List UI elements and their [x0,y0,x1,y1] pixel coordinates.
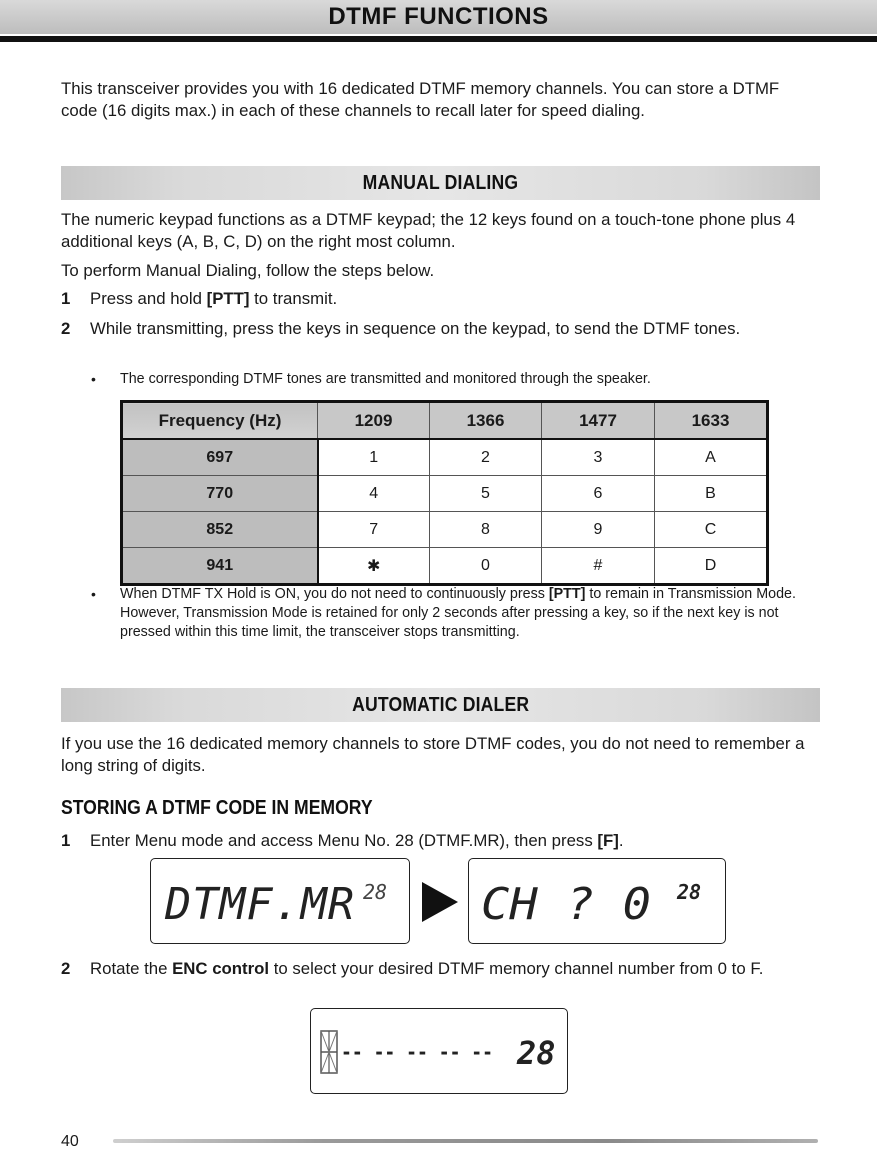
section-heading-automatic-dialer: AUTOMATIC DIALER [351,694,530,716]
lcd-display-graphic [311,1009,567,1093]
step-number: 2 [61,959,71,978]
play-arrow-icon [418,880,460,924]
table-cell: 3 [542,439,655,476]
step-text-part: Enter Menu mode and access Menu No. 28 (DTMF.MR), then press [90,831,598,850]
step-text [90,288,810,310]
table-cell: C [655,512,768,548]
intro-paragraph: This transceiver provides you with 16 dedicated DTMF memory channels. You can store a DTMF code (16 digits max.) in each of these channels to recall later for speed dialing. [61,79,780,120]
table-row-header: 697 [122,439,318,476]
step-text-part: to transmit. [249,289,338,308]
ptt-key-label: [PTT] [548,586,586,602]
step-number: 1 [61,831,71,850]
bullet-text: The corresponding DTMF tones are transmitted and monitored through the speaker. [120,371,651,387]
table-row [122,439,768,476]
automatic-dialer-paragraph: If you use the 16 dedicated memory channels to store DTMF codes, you do not need to remember a long string of digits. [61,734,805,775]
table-row [122,548,768,585]
table-row [122,476,768,512]
section-heading-manual-dialing: MANUAL DIALING [362,172,519,194]
bullet-mark: • [91,371,96,387]
table-cell: 4 [318,476,430,512]
bullet-text [120,585,820,642]
table-cell: 6 [542,476,655,512]
lcd-display-graphic [469,859,725,943]
table-column-header: 1209 [318,402,430,440]
manual-dialing-steps-intro: To perform Manual Dialing, follow the steps below. [61,261,435,280]
table-row-header: 941 [122,548,318,585]
table-cell: D [655,548,768,585]
page-title: DTMF FUNCTIONS [328,3,549,30]
manual-dialing-paragraph: The numeric keypad functions as a DTMF keypad; the 12 keys found on a touch-tone phone plus 4 additional keys (A, B, C, D) on the right most column. [61,210,796,251]
page-number: 40 [61,1133,79,1150]
ptt-key-label: [PTT] [206,289,250,308]
title-bar [0,0,877,34]
table-cell: # [542,548,655,585]
bullet-text-part: to remain in Transmission Mode. However, Transmission Mode is retained for only 2 seconds after pressing a key, so if the next key is not pressed within this time limit, the transceiver stops transmitting. [120,586,796,640]
table-row-header: 770 [122,476,318,512]
table-header-row [122,402,768,440]
f-key-label: [F] [597,831,619,850]
step-text-part: . [618,831,624,850]
lcd-dash-text: -- -- -- -- -- [341,1040,493,1064]
step-number: 2 [61,319,71,338]
table-cell: 7 [318,512,430,548]
table-cell: 2 [430,439,542,476]
table-row [122,512,768,548]
dtmf-tone-table [120,400,769,586]
table-column-header: 1477 [542,402,655,440]
lcd-display-empty-channel [310,1008,568,1094]
lcd-menu-number: 28 [677,880,702,904]
table-cell: 0 [430,548,542,585]
lcd-display-dtmf-mr [150,858,410,944]
footer-rule [113,1139,818,1143]
table-column-header: 1633 [655,402,768,440]
table-row-header: 852 [122,512,318,548]
table-cell: 1 [318,439,430,476]
step-text: While transmitting, press the keys in sequence on the keypad, to send the DTMF tones. [90,319,741,338]
step-text-part: to select your desired DTMF memory channel number from 0 to F. [269,959,764,978]
lcd-display-channel-select [468,858,726,944]
lcd-main-text: DTMF.MR [164,879,355,930]
step-text [90,830,810,852]
enc-control-label: ENC control [172,959,270,978]
table-cell: B [655,476,768,512]
segment-glyph-icon [321,1031,337,1073]
lcd-menu-number: 28 [363,880,388,904]
step-text-part: Press and hold [90,289,207,308]
section-band-manual-dialing [61,166,820,200]
table-column-header: 1366 [430,402,542,440]
subheading-storing-dtmf-code: STORING A DTMF CODE IN MEMORY [61,797,373,819]
table-cell: 8 [430,512,542,548]
step-number: 1 [61,289,71,308]
lcd-menu-number: 28 [517,1034,556,1072]
lcd-main-text: CH ? 0 [481,879,651,930]
table-cell: 5 [430,476,542,512]
lcd-display-graphic [151,859,409,943]
title-rule [0,36,877,42]
bullet-mark: • [91,586,96,602]
table-cell: ✱ [318,548,430,585]
section-band-automatic-dialer [61,688,820,722]
step-text-part: Rotate the [90,959,173,978]
bullet-text-part: When DTMF TX Hold is ON, you do not need to continuously press [120,586,549,602]
table-corner-label: Frequency (Hz) [122,402,318,440]
step-text [90,958,810,980]
table-cell: 9 [542,512,655,548]
table-cell: A [655,439,768,476]
